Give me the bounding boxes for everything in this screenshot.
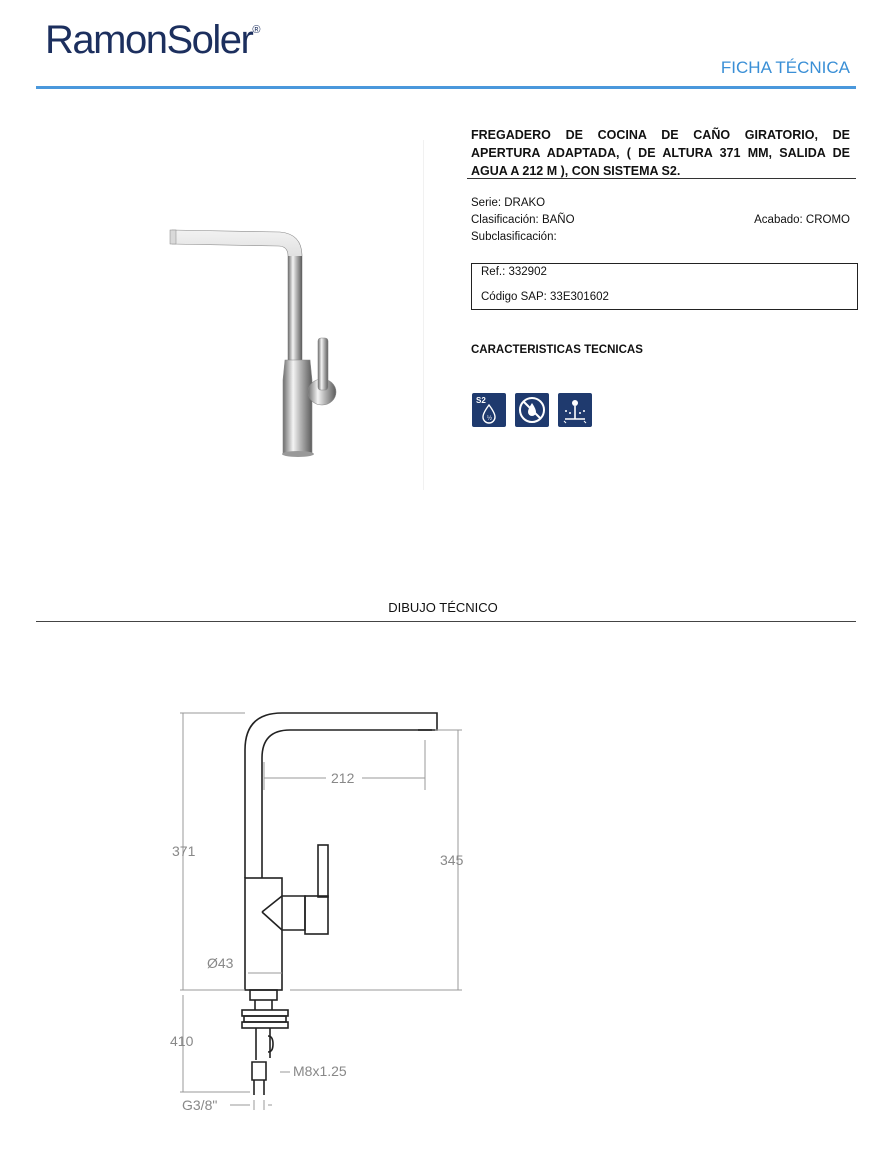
- product-title: FREGADERO DE COCINA DE CAÑO GIRATORIO, DE APERTURA ADAPTADA, ( DE ALTURA 371 MM, SALIDA DE AGUA A 212 M ), CON SISTEMA S2.: [471, 128, 850, 178]
- sheet-title: FICHA TÉCNICA: [720, 58, 850, 77]
- clasificacion-label: Clasificación: BAÑO: [471, 214, 575, 226]
- dim-371: 371: [172, 843, 196, 859]
- dim-thread: M8x1.25: [293, 1063, 347, 1079]
- registered-mark: ®: [252, 24, 261, 36]
- s2-badge-label: S2: [476, 396, 486, 405]
- dim-g38: G3/8": [182, 1097, 218, 1113]
- sap-code-label: Código SAP: 33E301602: [481, 291, 609, 303]
- subclasificacion-label: Subclasificación:: [471, 231, 557, 243]
- dim-diameter: Ø43: [207, 955, 234, 971]
- drawing-heading: DIBUJO TÉCNICO: [388, 600, 498, 615]
- acabado-label: Acabado: CROMO: [754, 214, 850, 226]
- serie-label: Serie: DRAKO: [471, 197, 546, 209]
- ref-label: Ref.: 332902: [481, 266, 547, 278]
- dim-212: 212: [331, 770, 355, 786]
- dim-410: 410: [170, 1033, 194, 1049]
- characteristics-heading: CARACTERISTICAS TECNICAS: [471, 344, 643, 356]
- brand-name: RamonSoler: [45, 18, 253, 62]
- dim-345: 345: [440, 852, 464, 868]
- svg-text:½: ½: [487, 416, 493, 422]
